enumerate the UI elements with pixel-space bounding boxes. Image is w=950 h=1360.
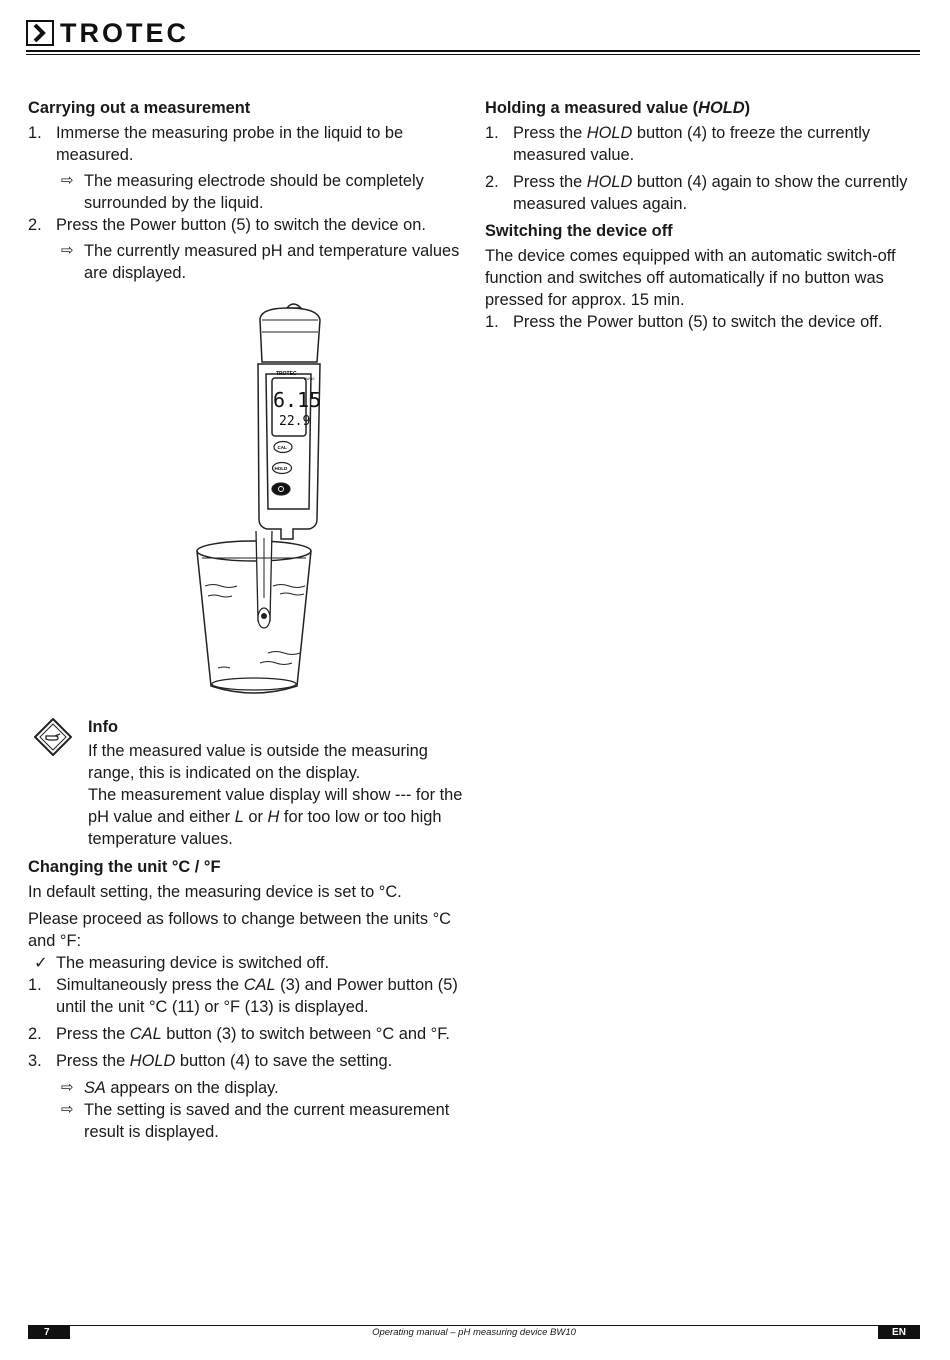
info-text-part: or: [243, 808, 268, 826]
step-number: 1.: [28, 124, 42, 142]
step-number: 3.: [28, 1052, 42, 1070]
result-text-sa: SA: [84, 1079, 106, 1097]
title-part: ): [744, 99, 751, 117]
result-arrow-icon: ⇨: [61, 1101, 74, 1118]
list-item: [28, 1023, 468, 1045]
info-box: [28, 716, 468, 850]
step-text: Simultaneously press the: [56, 976, 244, 994]
result-text: The measuring electrode should be completely surrounded by the liquid.: [84, 172, 424, 212]
result-item: [28, 1077, 468, 1099]
title-part: Holding a measured value (: [485, 99, 699, 117]
step-text: button (4) again to show the currently measured values again.: [513, 173, 908, 213]
result-text: The setting is saved and the current measurement result is displayed.: [84, 1101, 450, 1141]
info-hand-icon: [34, 718, 72, 756]
result-item: [28, 1099, 468, 1143]
hold-button-label: HOLD: [274, 466, 288, 471]
step-text-cal: CAL: [129, 1025, 162, 1043]
ph-meter-in-beaker-illustration: [28, 296, 468, 701]
step-text: Press the: [513, 173, 587, 191]
info-title: Info: [88, 718, 119, 736]
info-text-1: If the measured value is outside the measuring range, this is indicated on the display.: [88, 742, 428, 782]
temp-reading: 22.9: [279, 414, 311, 429]
section-title-changing-unit: Changing the unit °C / °F: [28, 858, 221, 876]
step-number: 2.: [28, 1025, 42, 1043]
section-title-carrying-out: Carrying out a measurement: [28, 99, 251, 117]
device-illustration: [28, 296, 468, 701]
result-arrow-icon: ⇨: [61, 172, 74, 189]
list-item: [485, 122, 925, 166]
result-arrow-icon: ⇨: [61, 242, 74, 259]
section-title-switching-off: Switching the device off: [485, 222, 673, 240]
step-number: 2.: [485, 173, 499, 191]
list-item: [485, 171, 925, 215]
step-text: Immerse the measuring probe in the liquid to be measured.: [56, 124, 404, 164]
section-title-hold: [485, 97, 925, 119]
power-button-icon: [272, 483, 290, 495]
result-item: [28, 240, 468, 284]
info-text-low-symbol: L: [234, 808, 244, 826]
page-footer: [28, 1325, 920, 1339]
list-item: [28, 974, 468, 1018]
info-text-part: The measurement value display will show --- for the pH value and either: [88, 786, 463, 826]
right-column: [485, 97, 925, 338]
step-text: Press the: [56, 1025, 130, 1043]
paragraph: Please proceed as follows to change between the units °C and °F:: [28, 910, 451, 950]
info-text-2: [88, 784, 468, 850]
checkmark-icon: ✓: [34, 954, 48, 972]
list-item: [28, 214, 468, 236]
language-badge: EN: [878, 1326, 920, 1339]
list-item: [485, 311, 925, 333]
step-text: button (4) to freeze the currently measured value.: [513, 124, 871, 164]
result-text: The currently measured pH and temperature values are displayed.: [84, 242, 460, 282]
step-number: 1.: [485, 124, 499, 142]
step-number: 1.: [28, 976, 42, 994]
step-text: Press the: [56, 1052, 130, 1070]
step-text-hold: HOLD: [586, 124, 633, 142]
step-text-hold: HOLD: [129, 1052, 176, 1070]
page-number: 7: [28, 1326, 70, 1339]
brand-logo-text: TROTEC: [60, 18, 189, 48]
precondition-text: The measuring device is switched off.: [56, 954, 330, 972]
page-header: [26, 20, 920, 54]
device-model-label: BW 10: [304, 377, 315, 381]
trotec-logo-icon: [26, 20, 54, 46]
step-text-cal: CAL: [243, 976, 276, 994]
header-rule-thin: [26, 54, 920, 55]
precondition-item: [28, 952, 468, 974]
left-column: [28, 97, 468, 1148]
ph-reading: 6.15: [273, 388, 322, 412]
step-text: Press the Power button (5) to switch the device on.: [56, 216, 426, 234]
step-text: Press the Power button (5) to switch the device off.: [513, 313, 883, 331]
device-brand-label: TROTEC: [276, 371, 297, 377]
footer-document-title: Operating manual – pH measuring device BW10: [372, 1327, 576, 1338]
title-hold: HOLD: [698, 99, 745, 117]
result-arrow-icon: ⇨: [61, 1079, 74, 1096]
step-number: 2.: [28, 216, 42, 234]
result-item: [28, 170, 468, 214]
cal-button-label: CAL: [277, 445, 287, 450]
list-item: [28, 1050, 468, 1072]
step-number: 1.: [485, 313, 499, 331]
list-item: [28, 122, 468, 166]
step-text: button (3) to switch between °C and °F.: [161, 1025, 450, 1043]
header-rule: [26, 50, 920, 52]
info-text-high-symbol: H: [267, 808, 280, 826]
step-text: Press the: [513, 124, 587, 142]
step-text: (3) and Power button (5) until the unit °C (11) or °F (13) is displayed.: [56, 976, 458, 1016]
info-text-part: for too low or too high temperature values.: [88, 808, 442, 848]
step-text-hold: HOLD: [586, 173, 633, 191]
result-text: appears on the display.: [105, 1079, 279, 1097]
paragraph: The device comes equipped with an automatic switch-off function and switches off automatically if no button was pressed for approx. 15 min.: [485, 247, 896, 309]
step-text: button (4) to save the setting.: [175, 1052, 393, 1070]
paragraph: In default setting, the measuring device is set to °C.: [28, 883, 402, 901]
